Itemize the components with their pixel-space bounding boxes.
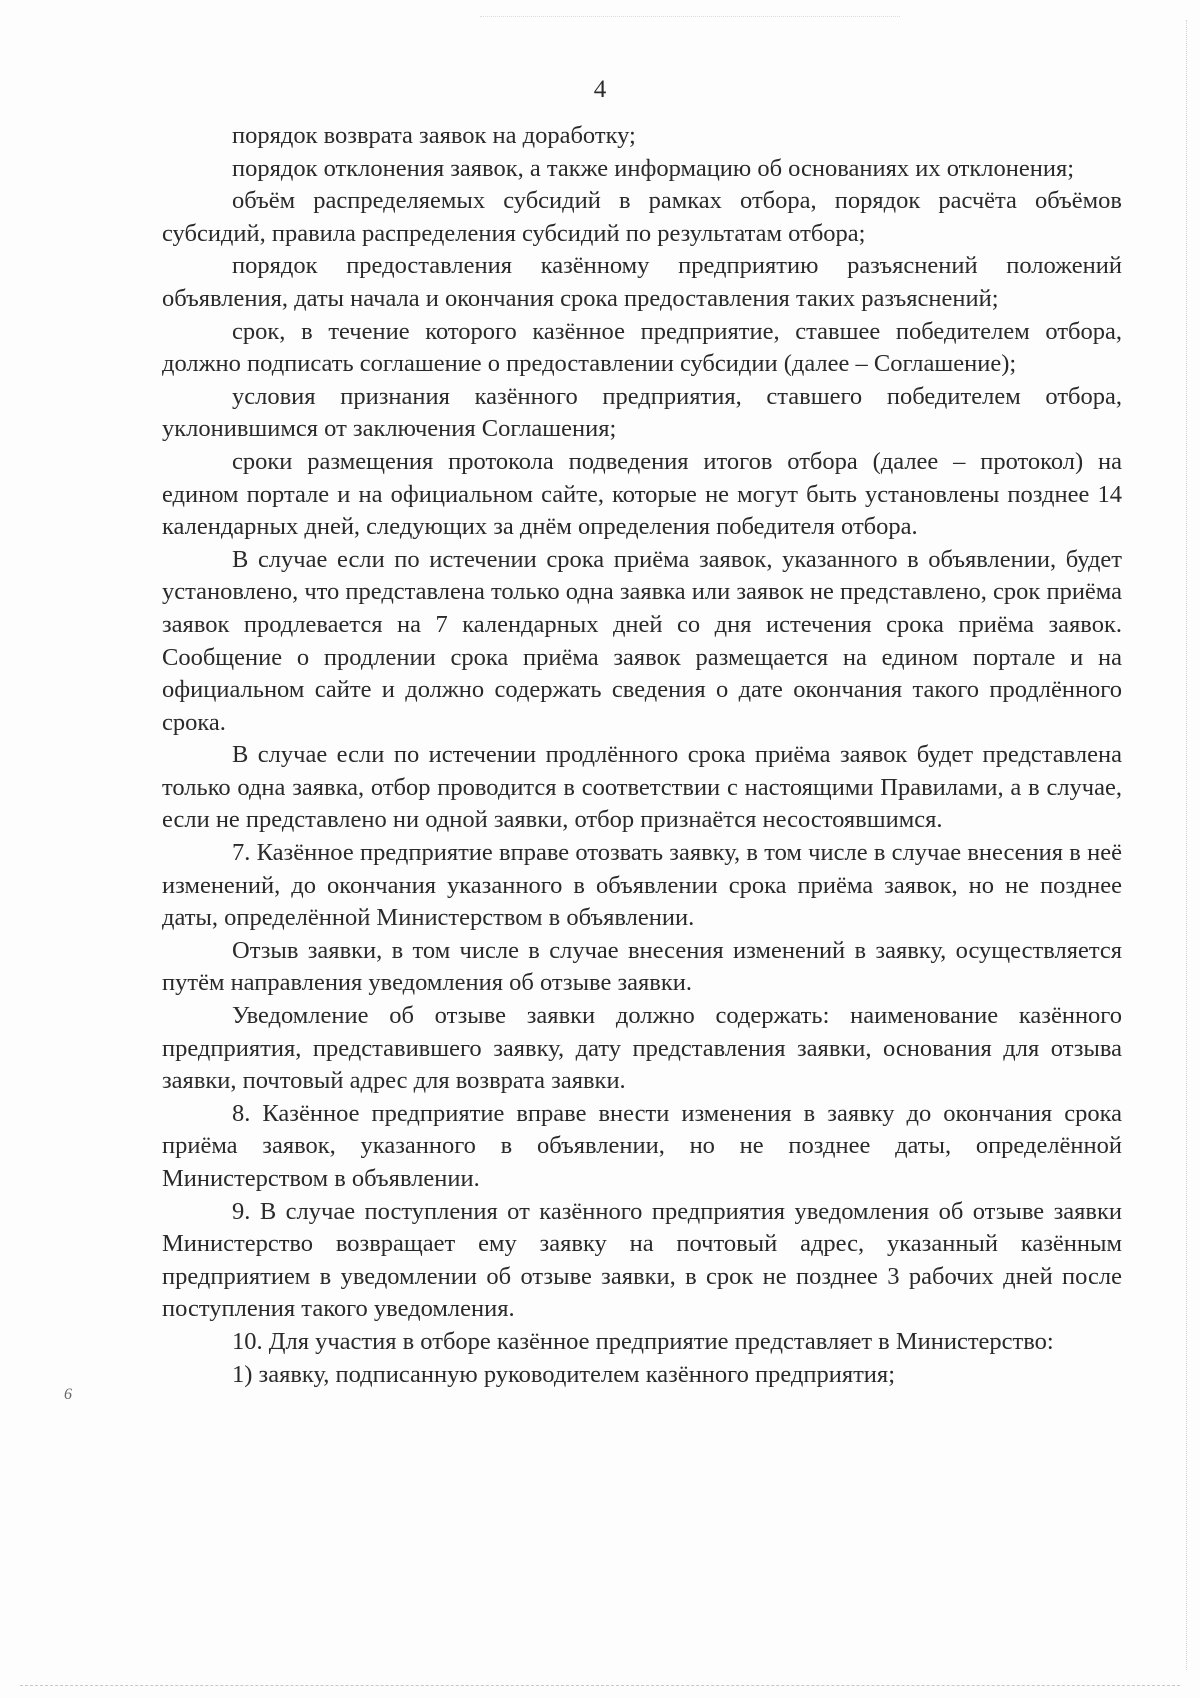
paragraph-clarifications: порядок предоставления казённому предприятию разъяснений положений объявления, даты начала и окончания срока предоставления таких разъяснений; (162, 252, 1122, 312)
paragraph-item-8: 8. Казённое предприятие вправе внести изменения в заявку до окончания срока приёма заявок, указанного в объявлении, но не позднее даты, определённой Министерством в объявлении. (162, 1099, 1122, 1192)
scan-edge-right (1186, 20, 1187, 1670)
paragraph-evasion-conditions: условия признания казённого предприятия, ставшего победителем отбора, уклонившимся от заключения Соглашения; (162, 382, 1122, 443)
paragraph-agreement-term: срок, в течение которого казённое предприятие, ставшее победителем отбора, должно подписать соглашение о предоставлении субсидии (далее – Соглашение); (162, 317, 1122, 378)
scan-edge-top (480, 16, 900, 17)
stray-margin-mark: 6 (64, 1386, 72, 1403)
paragraph-subsidy-volume: объём распределяемых субсидий в рамках отбора, порядок расчёта объёмов субсидий, правила распределения субсидий по результатам отбора; (162, 187, 1122, 247)
paragraph-return-order: порядок возврата заявок на доработку; (232, 122, 636, 149)
paragraph-protocol-terms: сроки размещения протокола подведения итогов отбора (далее – протокол) на едином портале и на официальном сайте, которые не могут быть установлены позднее 14 календарных дней, следующих за днём определения победителя отбора. (162, 447, 1122, 541)
page-number: 4 (593, 76, 607, 103)
paragraph-item-7: 7. Казённое предприятие вправе отозвать заявку, в том числе в случае внесения в неё изменений, до окончания указанного в объявлении срока приёма заявок, но не позднее даты, определённой Министерством в объявлении. (162, 839, 1122, 932)
paragraph-single-application: В случае если по истечении срока приёма заявок, указанного в объявлении, будет установлено, что представлена только одна заявка или заявок не представлено, срок приёма заявок продлевается на 7 календарных дней со дня истечения срока приёма заявок. Сообщение о продлении срока приёма заявок размещается на едином портале и на официальном сайте и должно содержать сведения о дате окончания такого продлённого срока. (162, 545, 1123, 736)
paragraph-rejection-order: порядок отклонения заявок, а также информацию об основаниях их отклонения; (232, 154, 1075, 182)
paragraph-item-9: 9. В случае поступления от казённого предприятия уведомления об отзыве заявки Министерство возвращает ему заявку на почтовый адрес, указанный казённым предприятием в уведомлении об отзыве заявки, в срок не позднее 3 рабочих дней после поступления такого уведомления. (162, 1197, 1122, 1323)
paragraph-extended-term: В случае если по истечении продлённого срока приёма заявок будет представлена только одна заявка, отбор проводится в соответствии с настоящими Правилами, а в случае, если не представлено ни одной заявки, отбор признаётся несостоявшимся. (162, 741, 1122, 834)
paragraph-item-10: 10. Для участия в отборе казённое предприятие представляет в Министерство: (232, 1327, 1054, 1355)
paragraph-withdrawal-notice: Уведомление об отзыве заявки должно содержать: наименование казённого предприятия, представившего заявку, дату представления заявки, основания для отзыва заявки, почтовый адрес для возврата заявки. (162, 1002, 1122, 1095)
paragraph-withdrawal: Отзыв заявки, в том числе в случае внесения изменений в заявку, осуществляется путём направления уведомления об отзыве заявки. (162, 936, 1122, 997)
paragraph-item-10-1: 1) заявку, подписанную руководителем казённого предприятия; (232, 1360, 895, 1388)
document-body (162, 120, 1122, 1391)
scan-edge-bottom (20, 1685, 1180, 1686)
